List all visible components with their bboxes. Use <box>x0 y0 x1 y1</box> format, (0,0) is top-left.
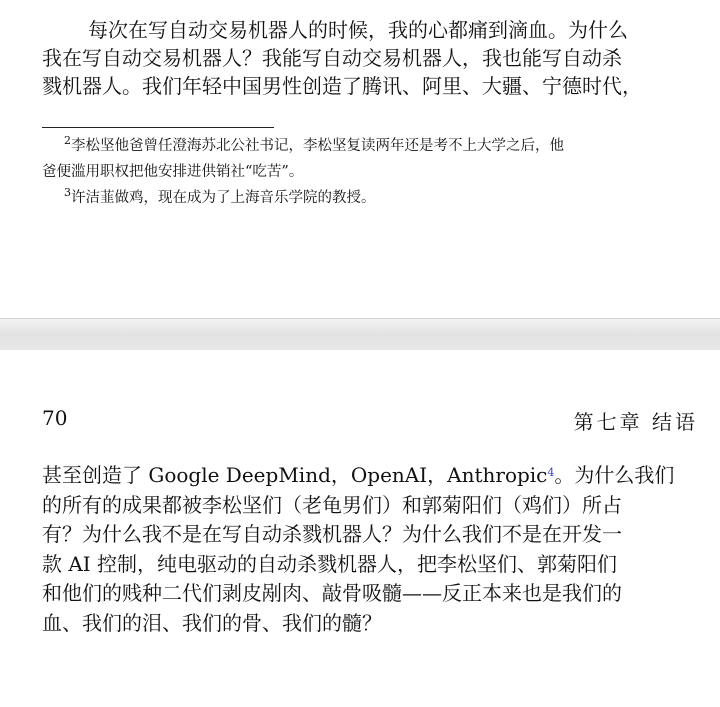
footnote-rule <box>42 127 274 128</box>
page-divider <box>0 318 720 354</box>
footnote-text: 许洁韮做鸡，现在成为了上海音乐学院的教授。 <box>71 190 376 206</box>
footnote-number: 2 <box>64 134 71 147</box>
running-head <box>42 406 698 432</box>
text-line: 和他们的贱种二代们剥皮剐肉、敲骨吸髓——反正本来也是我们的 <box>42 581 622 605</box>
text-line: 有？为什么我不是在写自动杀戮机器人？为什么我们不是在开发一 <box>42 522 622 546</box>
footnote-reference[interactable]: 4 <box>547 466 555 479</box>
footnote-text: 李松坚他爸曾任澄海苏北公社书记，李松坚复读两年还是考不上大学之后，他 <box>71 138 564 154</box>
footnotes <box>42 133 698 211</box>
text-line: 我在写自动交易机器人？我能写自动交易机器人，我也能写自动杀 <box>42 46 622 70</box>
page-number: 70 <box>42 406 68 430</box>
bottom-page-body <box>42 461 698 638</box>
text-line: 戮机器人。我们年轻中国男性创造了腾讯、阿里、大疆、宁德时代， <box>42 74 642 98</box>
text-line <box>42 461 698 491</box>
text-segment: 。为什么我们 <box>554 463 675 487</box>
footnote-3 <box>42 185 698 211</box>
text-line: 血、我们的泪、我们的骨、我们的髓？ <box>42 610 382 635</box>
text-segment: 甚至创造了 Google DeepMind，OpenAI，Anthropic <box>42 463 548 487</box>
text-line: 的所有的成果都被李松坚们（老龟男们）和郭菊阳们（鸡们）所占 <box>42 492 622 517</box>
text-line: 每次在写自动交易机器人的时候，我的心都痛到滴血。为什么 <box>88 18 628 42</box>
text-line: 款 AI 控制，纯电驱动的自动杀戮机器人，把李松坚们、郭菊阳们 <box>42 551 618 576</box>
chapter-title: 第七章 结语 <box>573 410 698 434</box>
top-page-body <box>42 16 698 100</box>
footnote-text-continued: 爸便滥用职权把他安排进供销社“吃苦”。 <box>42 164 304 180</box>
footnote-2 <box>42 133 698 159</box>
footnote-number: 3 <box>64 186 71 199</box>
